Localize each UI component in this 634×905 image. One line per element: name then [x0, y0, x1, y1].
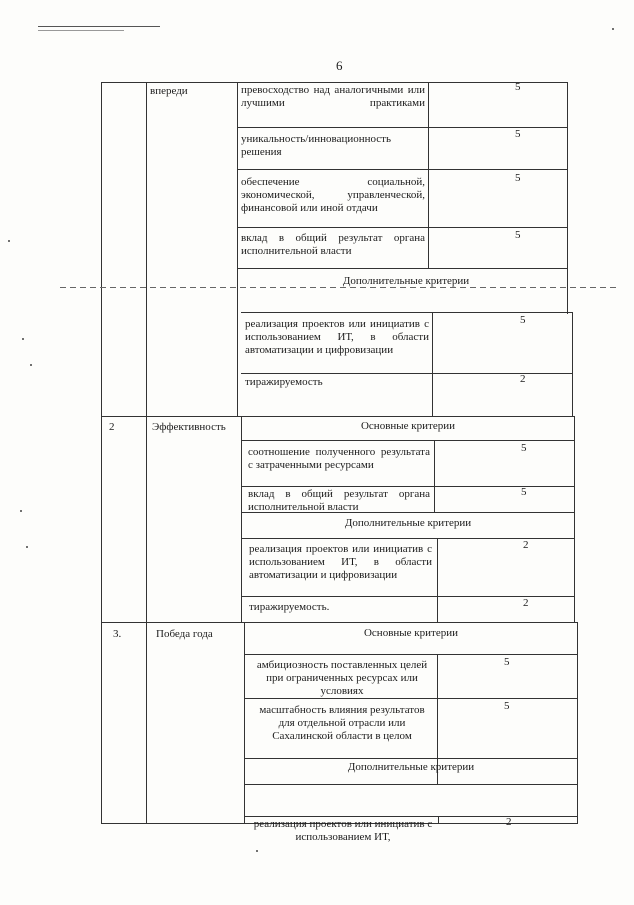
criterion-text: реализация проектов или инициатив с использованием ИТ,: [253, 818, 433, 843]
col-score-border-a: [428, 82, 429, 268]
criterion-score: 2: [523, 539, 529, 551]
criterion-score: 5: [504, 656, 510, 668]
criterion-text: превосходство над аналогичными или лучшими практиками: [241, 84, 425, 109]
criterion-text: соотношение полученного результата с затраченными ресурсами: [248, 446, 430, 471]
table-left-border: [101, 82, 102, 823]
row-sep: [244, 758, 578, 759]
row-sep: [244, 784, 578, 785]
col-score-border-b: [432, 312, 433, 416]
row-sep: [101, 416, 575, 417]
nomination-name: Эффективность: [152, 421, 226, 433]
criterion-score: 5: [515, 81, 521, 93]
section-header-main: Основные критерии: [363, 627, 458, 639]
nomination-number: 2: [109, 421, 115, 433]
criterion-text: тиражируемость: [245, 376, 323, 388]
section-header-additional: Дополнительные критерии: [342, 275, 470, 287]
scan-speck: [26, 546, 28, 548]
criterion-score: 2: [520, 373, 526, 385]
row-sep: [101, 622, 578, 623]
criterion-text: тиражируемость.: [249, 601, 330, 613]
col-criteria-border-a: [237, 82, 238, 416]
row-sep: [244, 654, 578, 655]
scan-top-line-2: [38, 30, 124, 31]
col-name-border: [146, 82, 147, 823]
row-sep: [241, 440, 575, 441]
criterion-score: 5: [521, 486, 527, 498]
col-score-border-f: [438, 816, 439, 823]
row-sep: [237, 169, 568, 170]
scan-speck: [20, 510, 22, 512]
page-number: 6: [336, 58, 343, 73]
criterion-score: 5: [515, 172, 521, 184]
criterion-text: масштабность влияния результатов для отдельной отрасли или Сахалинской области в целом: [259, 704, 425, 742]
scan-speck: [8, 240, 10, 242]
scan-speck: [30, 364, 32, 366]
section-header-additional: Дополнительные критерии: [344, 517, 472, 529]
col-score-border-d: [437, 538, 438, 622]
table-top-border: [101, 82, 568, 83]
scan-speck: [22, 338, 24, 340]
scan-top-line: [38, 26, 160, 27]
col-score-border-c: [434, 440, 435, 512]
section-header-main: Основные критерии: [360, 420, 455, 432]
criterion-score: 5: [515, 229, 521, 241]
row-sep: [244, 698, 578, 699]
nomination-number: 3.: [113, 628, 122, 640]
row-sep: [244, 816, 578, 817]
criterion-score: 5: [520, 314, 526, 326]
nomination-name: впереди: [150, 85, 188, 97]
criterion-text: реализация проектов или инициатив с использованием ИТ, в области автоматизации и цифровизации: [245, 318, 429, 356]
criterion-score: 5: [515, 128, 521, 140]
table-right-border-d: [577, 622, 578, 823]
scan-speck: [256, 850, 258, 852]
criterion-score: 5: [504, 700, 510, 712]
scan-speck: [612, 28, 614, 30]
table-right-border-b: [572, 312, 573, 416]
criterion-score: 2: [523, 597, 529, 609]
criterion-text: обеспечение социальной, экономической, управленческой, финансовой или иной отдачи: [241, 176, 425, 214]
col-criteria-border-c: [244, 622, 245, 823]
nomination-name: Победа года: [156, 628, 213, 640]
section-header-additional: Дополнительные критерии: [347, 761, 475, 773]
criterion-text: уникальность/инновационность решения: [241, 133, 391, 158]
criterion-score: 2: [506, 816, 512, 828]
criterion-text: реализация проектов или инициатив с использованием ИТ, в области автоматизации и цифровизации: [249, 543, 432, 581]
criterion-text: амбициозность поставленных целей при ограниченных ресурсах или условиях: [256, 659, 428, 697]
criterion-text: вклад в общий результат органа исполнительной власти: [241, 232, 425, 257]
row-sep: [241, 312, 573, 313]
row-sep: [237, 227, 568, 228]
criterion-text: вклад в общий результат органа исполнительной власти: [248, 488, 430, 513]
criterion-score: 5: [521, 442, 527, 454]
row-sep: [237, 268, 568, 269]
